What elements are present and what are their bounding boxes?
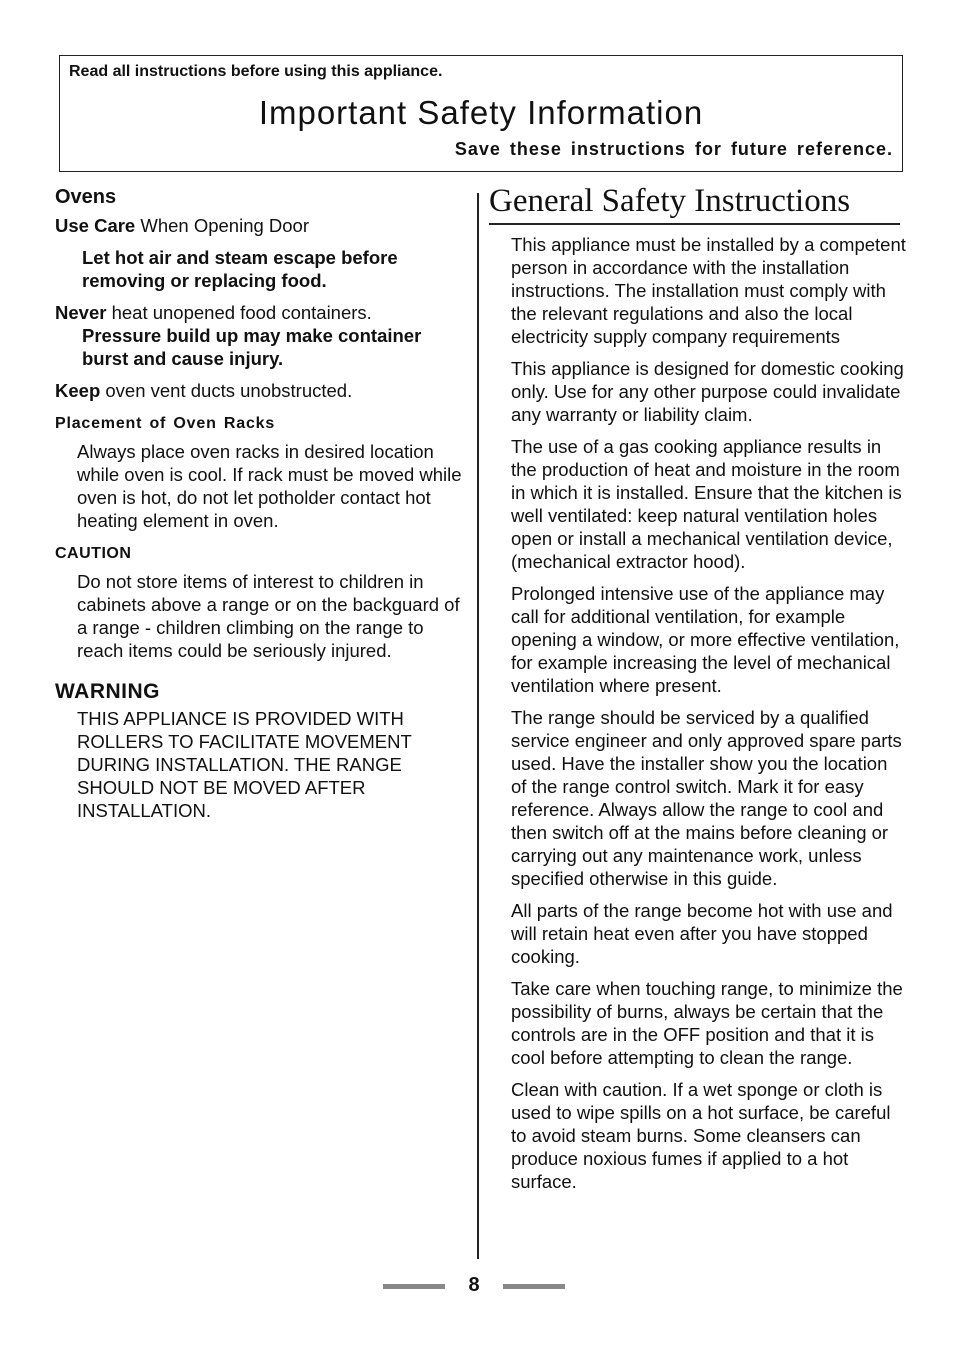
racks-text: Always place oven racks in desired location while oven is cool. If rack must be moved while oven is hot, do not let potholder contact hot heating element in oven. — [77, 441, 462, 531]
general-paragraph: Prolonged intensive use of the appliance may call for additional ventilation, for example opening a window, or more effective ventilation, for example increasing the level of mechanical ventilation where present. — [511, 583, 900, 696]
footer-bar-right — [503, 1284, 565, 1289]
ovens-heading: Ovens — [55, 186, 117, 208]
keep-bold: Keep — [55, 380, 101, 401]
keep-text: oven vent ducts unobstructed. — [100, 380, 353, 401]
save-instructions-note: Save these instructions for future reference. — [454, 139, 893, 159]
header-note: Read all instructions before using this appliance. — [69, 63, 443, 80]
never-text: heat unopened food containers. — [106, 302, 372, 323]
page-footer — [383, 1272, 565, 1300]
page-number: 8 — [468, 1274, 480, 1296]
hot-air-warning: Let hot air and steam escape before removing or replacing food. — [82, 247, 398, 291]
general-safety-column — [511, 233, 906, 1202]
general-safety-title: General Safety Instructions — [489, 183, 900, 225]
pressure-warning: Pressure build up may make container burst and cause injury. — [82, 325, 422, 369]
general-paragraph: The use of a gas cooking appliance results in the production of heat and moisture in the room in which it is installed. Ensure that the kitchen is well ventilated: keep natural ventilation holes open or install a mechanical ventilation device, (mechanical extractor hood). — [511, 436, 902, 572]
general-paragraph: Take care when touching range, to minimize the possibility of burns, always be certain that the controls are in the OFF position and that it is cool before attempting to clean the range. — [511, 978, 903, 1068]
racks-heading: Placement of Oven Racks — [55, 415, 276, 432]
keep-line — [55, 379, 465, 402]
never-line — [55, 301, 465, 324]
never-bold: Never — [55, 302, 107, 323]
use-care-line — [55, 214, 465, 237]
warning-text: THIS APPLIANCE IS PROVIDED WITH ROLLERS TO FACILITATE MOVEMENT DURING INSTALLATION. THE RANGE SHOULD NOT BE MOVED AFTER INSTALLATION. — [77, 708, 412, 821]
caution-text: Do not store items of interest to children in cabinets above a range or on the backguard of a range - children climbing on the range to reach items could be seriously injured. — [77, 571, 460, 661]
page-title: Important Safety Information — [258, 94, 704, 131]
header-box — [59, 55, 903, 172]
column-divider — [477, 193, 479, 1259]
use-care-bold: Use Care — [55, 215, 136, 236]
use-care-text: When Opening Door — [135, 215, 310, 236]
ovens-column — [55, 186, 465, 822]
warning-heading: WARNING — [55, 680, 160, 703]
general-paragraph: Clean with caution. If a wet sponge or cloth is used to wipe spills on a hot surface, be careful to avoid steam burns. Some cleansers can produce noxious fumes if applied to a hot surface. — [511, 1079, 891, 1192]
general-paragraph: This appliance must be installed by a competent person in accordance with the installation instructions. The installation must comply with the relevant regulations and also the local electricity supply company requirements — [511, 234, 906, 347]
general-paragraph: The range should be serviced by a qualified service engineer and only approved spare parts used. Have the installer show you the location of the range control switch. Mark it for easy reference. Always allow the range to cool and then switch off at the mains before cleaning or carrying out any maintenance work, unless specified otherwise in this guide. — [511, 707, 902, 889]
caution-heading: CAUTION — [55, 545, 132, 562]
general-paragraph: This appliance is designed for domestic cooking only. Use for any other purpose could invalidate any warranty or liability claim. — [511, 358, 904, 425]
general-paragraph: All parts of the range become hot with use and will retain heat even after you have stopped cooking. — [511, 900, 893, 967]
